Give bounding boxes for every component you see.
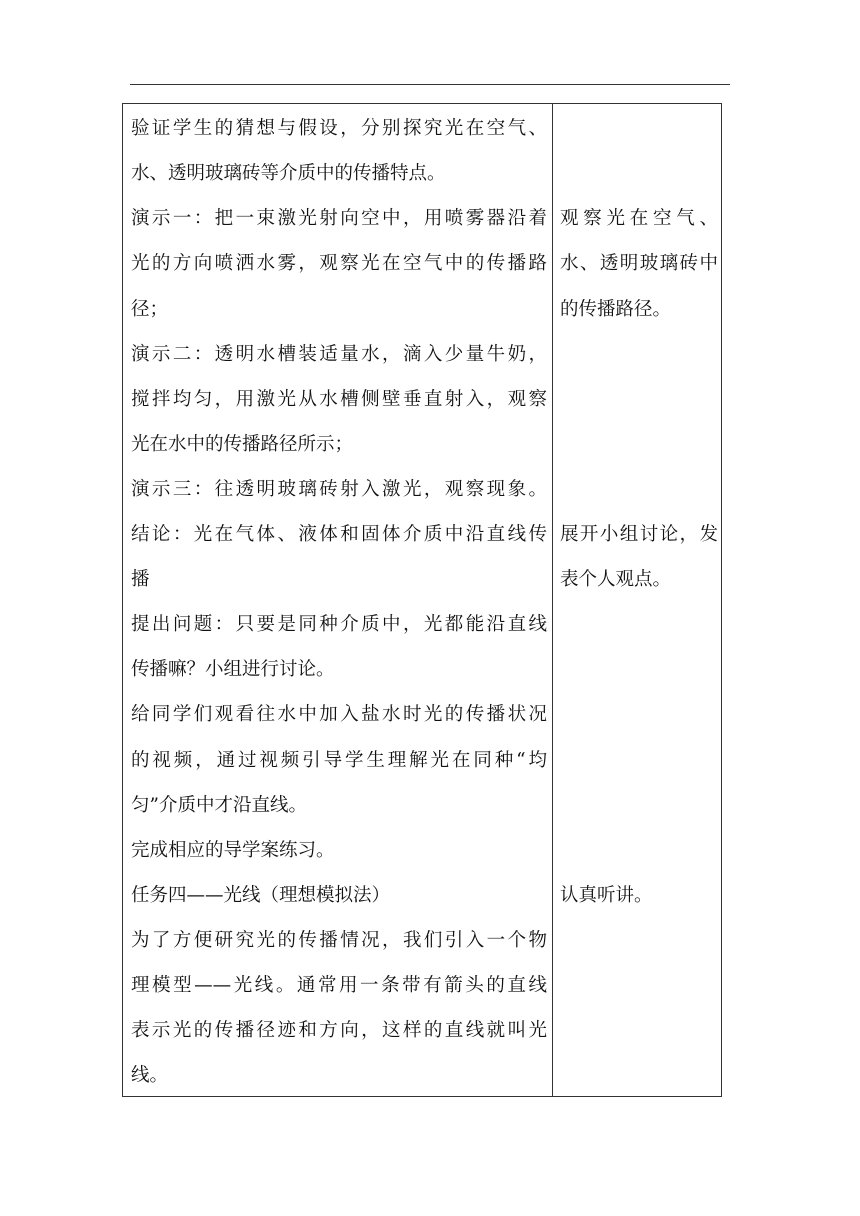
text-line: 线。 (131, 1065, 169, 1086)
text-line: 表示光的传播径迹和方向，这样的直线就叫光 (131, 1020, 547, 1041)
text-line: 播 (131, 569, 150, 590)
text-line: 展开小组讨论，发 (560, 524, 718, 545)
header-rule (130, 84, 730, 85)
lesson-table (122, 103, 722, 1097)
text-line: 光在水中的传播路径所示； (131, 434, 354, 455)
text-line: 水、透明玻璃砖等介质中的传播特点。 (131, 163, 446, 184)
text-line: 水、透明玻璃砖中 (560, 253, 718, 274)
text-line: 提出问题：只要是同种介质中，光都能沿直线 (131, 614, 547, 635)
text-line: 结论：光在气体、液体和固体介质中沿直线传 (131, 524, 547, 545)
text-line: 的传播路径。 (560, 299, 672, 320)
text-line: 演示二：透明水槽装适量水，滴入少量牛奶， (131, 344, 547, 365)
text-line: 认真听讲。 (560, 885, 653, 906)
text-line: 匀”介质中才沿直线。 (131, 795, 307, 816)
text-line: 径； (131, 299, 169, 320)
text-line: 演示三：往透明玻璃砖射入激光，观察现象。 (131, 479, 547, 500)
text-line: 搅拌均匀，用激光从水槽侧壁垂直射入，观察 (131, 389, 547, 410)
text-line: 的视频，通过视频引导学生理解光在同种“均 (131, 750, 547, 771)
text-line: 传播嘛？小组进行讨论。 (131, 659, 335, 680)
text-line: 光的方向喷洒水雾，观察光在空气中的传播路 (131, 253, 547, 274)
text-line: 理模型——光线。通常用一条带有箭头的直线 (131, 975, 547, 996)
text-line: 观察光在空气、 (560, 208, 718, 229)
text-line: 验证学生的猜想与假设，分别探究光在空气、 (131, 118, 547, 139)
text-line: 完成相应的导学案练习。 (131, 840, 335, 861)
text-line: 演示一：把一束激光射向空中，用喷雾器沿着 (131, 208, 547, 229)
column-divider (552, 104, 553, 1096)
text-line: 表个人观点。 (560, 569, 672, 590)
text-line: 为了方便研究光的传播情况，我们引入一个物 (131, 930, 547, 951)
text-line: 任务四——光线（理想模拟法） (131, 885, 391, 906)
text-line: 给同学们观看往水中加入盐水时光的传播状况 (131, 704, 547, 725)
